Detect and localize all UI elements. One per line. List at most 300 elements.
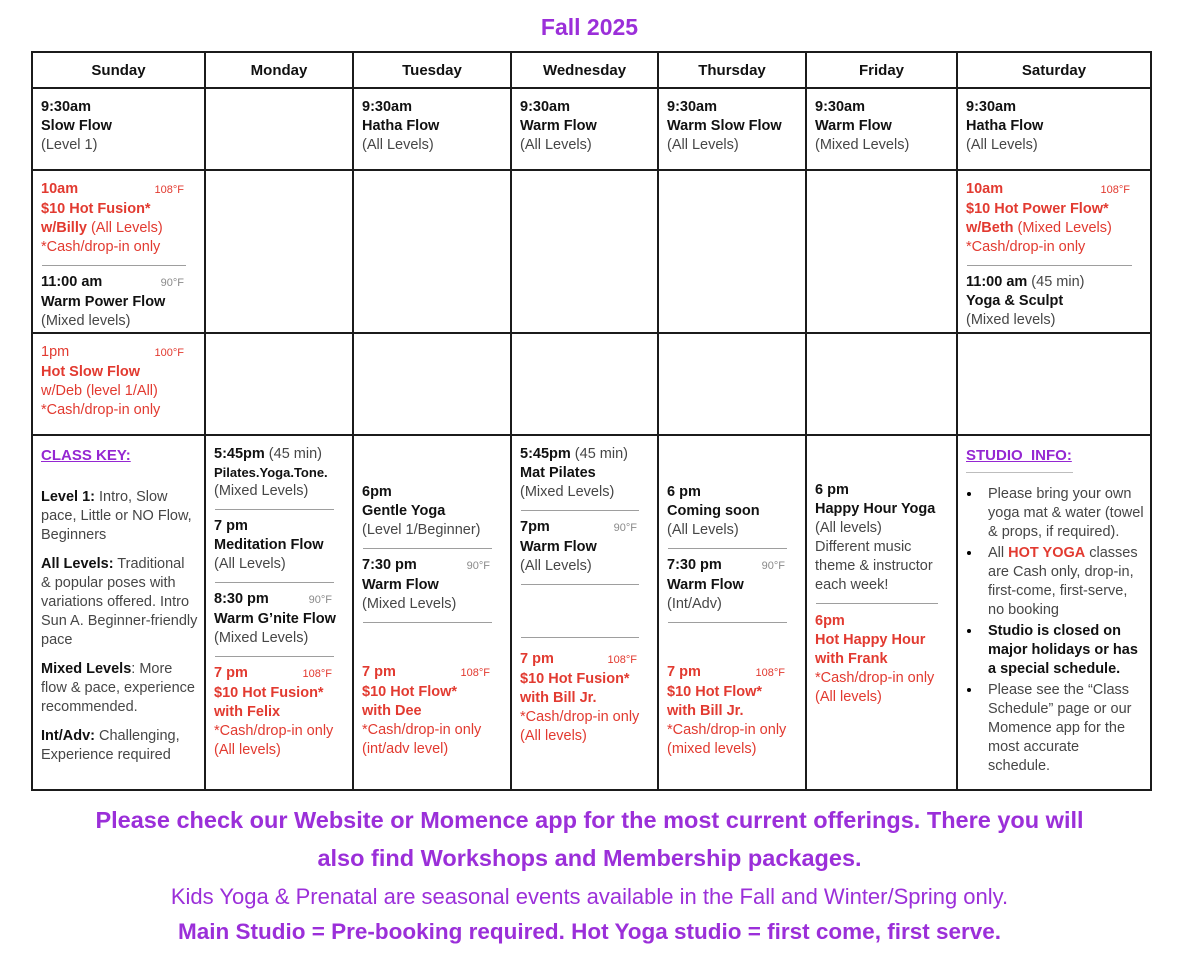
class-line bbox=[815, 98, 950, 117]
divider-line bbox=[816, 603, 938, 604]
text-segment: (All Levels) bbox=[966, 137, 1038, 153]
text-segment: 7 pm bbox=[362, 664, 396, 680]
text-segment: Hot Slow Flow bbox=[41, 364, 141, 380]
text-segment: *Cash/drop-in only bbox=[41, 402, 161, 418]
class-line bbox=[41, 293, 198, 312]
text-segment: Hatha Flow bbox=[362, 118, 440, 134]
class-block bbox=[966, 180, 1144, 257]
cell-wednesday-row4 bbox=[511, 435, 658, 790]
text-segment: Warm Flow bbox=[667, 577, 744, 593]
class-block bbox=[41, 343, 198, 420]
text-segment: Warm Flow bbox=[815, 118, 892, 134]
text-segment: (Int/Adv) bbox=[667, 596, 722, 612]
divider-line bbox=[967, 265, 1132, 266]
class-line bbox=[520, 483, 651, 502]
text-segment: Pilates.Yoga.Tone. bbox=[214, 465, 328, 480]
text-segment: *Cash/drop-in only bbox=[966, 239, 1086, 255]
studio-info-item bbox=[982, 621, 1144, 679]
cell-friday-row1 bbox=[806, 88, 957, 170]
class-line bbox=[815, 612, 950, 631]
class-time bbox=[520, 650, 554, 669]
text-segment: (45 min) bbox=[264, 446, 322, 462]
text-segment: *Cash/drop-in only bbox=[667, 722, 787, 738]
text-segment: (Mixed Levels) bbox=[214, 483, 309, 499]
text-segment: Meditation Flow bbox=[214, 537, 324, 553]
class-time bbox=[41, 273, 102, 292]
class-line bbox=[667, 483, 799, 502]
class-line bbox=[362, 98, 504, 117]
class-line bbox=[214, 590, 346, 610]
text-segment: Warm Flow bbox=[520, 118, 597, 134]
text-segment: 11:00 am bbox=[41, 274, 103, 290]
day-header-monday: Monday bbox=[205, 52, 353, 88]
class-line bbox=[520, 557, 651, 576]
class-line bbox=[520, 670, 651, 689]
class-line bbox=[667, 98, 799, 117]
class-line bbox=[520, 727, 651, 746]
class-line bbox=[214, 536, 346, 555]
divider-line bbox=[42, 265, 186, 266]
class-line bbox=[966, 273, 1144, 292]
text-segment: *Cash/drop-in only bbox=[214, 723, 334, 739]
text-segment: 7 pm bbox=[214, 518, 248, 534]
class-line bbox=[815, 519, 950, 538]
divider-line bbox=[215, 582, 334, 583]
class-time bbox=[520, 518, 550, 537]
cell-tuesday-row3 bbox=[353, 333, 511, 435]
class-time bbox=[362, 663, 396, 682]
footer-line-seasonal: Kids Yoga & Prenatal are seasonal events available in the Fall and Winter/Spring only. bbox=[170, 884, 1009, 909]
class-line bbox=[41, 382, 198, 401]
text-segment: (Mixed Levels) bbox=[1013, 220, 1112, 236]
class-block bbox=[41, 98, 198, 155]
class-time bbox=[214, 590, 269, 609]
cell-tuesday-row1 bbox=[353, 88, 511, 170]
text-segment: Level 1: bbox=[41, 489, 95, 505]
class-line bbox=[362, 702, 504, 721]
class-block bbox=[362, 483, 504, 540]
class-block bbox=[362, 98, 504, 155]
class-line bbox=[966, 98, 1144, 117]
text-segment: (Mixed Levels) bbox=[214, 630, 309, 646]
class-line bbox=[41, 363, 198, 382]
text-segment: (All levels) bbox=[214, 742, 281, 758]
temperature-label: 90°F bbox=[613, 522, 637, 534]
text-segment: (All Levels) bbox=[520, 137, 592, 153]
class-line bbox=[667, 117, 799, 136]
day-header-saturday: Saturday bbox=[957, 52, 1151, 88]
class-block bbox=[520, 98, 651, 155]
text-segment: (Mixed Levels) bbox=[362, 596, 457, 612]
text-segment: 7:30 pm bbox=[667, 557, 722, 573]
text-segment: 9:30am bbox=[667, 99, 717, 115]
class-line bbox=[362, 683, 504, 702]
day-header-thursday: Thursday bbox=[658, 52, 806, 88]
class-key-entry bbox=[41, 660, 198, 717]
class-line bbox=[362, 595, 504, 614]
class-block bbox=[520, 650, 651, 746]
class-line bbox=[520, 136, 651, 155]
class-line bbox=[966, 117, 1144, 136]
cell-thursday-row4 bbox=[658, 435, 806, 790]
text-segment: 7 pm bbox=[667, 664, 701, 680]
temperature-label: 108°F bbox=[607, 654, 637, 666]
class-line bbox=[362, 721, 504, 740]
text-segment: (All Levels) bbox=[667, 137, 739, 153]
text-segment: (All levels) bbox=[815, 520, 882, 536]
text-segment: 6pm bbox=[362, 484, 392, 500]
temperature-label: 90°F bbox=[308, 594, 332, 606]
text-segment: (Mixed Levels) bbox=[520, 484, 615, 500]
cell-friday-row4 bbox=[806, 435, 957, 790]
class-line bbox=[520, 464, 651, 483]
text-segment: Coming soon bbox=[667, 503, 760, 519]
text-segment: (All Levels) bbox=[214, 556, 286, 572]
cell-sunday-row4 bbox=[32, 435, 205, 790]
text-segment: (Mixed levels) bbox=[41, 313, 131, 329]
text-segment: Hot Happy Hour bbox=[815, 632, 926, 648]
cell-friday-row2 bbox=[806, 170, 957, 333]
text-segment: (Mixed Levels) bbox=[815, 137, 910, 153]
class-line bbox=[214, 703, 346, 722]
text-segment: (All Levels) bbox=[362, 137, 434, 153]
text-segment: with Felix bbox=[214, 704, 281, 720]
class-line bbox=[520, 98, 651, 117]
class-line bbox=[362, 556, 504, 576]
studio-info-list bbox=[966, 484, 1144, 776]
text-segment: 6pm bbox=[815, 613, 845, 629]
class-line bbox=[41, 98, 198, 117]
class-block bbox=[815, 612, 950, 707]
text-segment: (int/adv level) bbox=[362, 741, 449, 757]
text-segment: 9:30am bbox=[966, 99, 1016, 115]
class-line bbox=[815, 631, 950, 650]
class-line bbox=[41, 219, 198, 238]
text-segment: Different music theme & instructor each week! bbox=[815, 539, 933, 593]
text-segment: 7:30 pm bbox=[362, 557, 417, 573]
footer-line-offerings: Please check our Website or Momence app for the most current offerings. There you will also find Workshops and Membership packages. bbox=[95, 807, 1084, 871]
text-segment: *Cash/drop-in only bbox=[41, 239, 161, 255]
studio-info-divider bbox=[966, 472, 1073, 473]
text-segment: Mixed Levels bbox=[41, 661, 132, 677]
text-segment: classes are Cash only, drop-in, first-come, first-serve, no booking bbox=[988, 545, 1138, 618]
class-line bbox=[214, 555, 346, 574]
text-segment: Warm Slow Flow bbox=[667, 118, 782, 134]
class-line bbox=[667, 521, 799, 540]
text-segment: Happy Hour Yoga bbox=[815, 501, 936, 517]
text-segment: $10 Hot Fusion* bbox=[41, 201, 151, 217]
class-line bbox=[41, 238, 198, 257]
text-segment: Warm Flow bbox=[362, 577, 439, 593]
class-line bbox=[41, 117, 198, 136]
class-block bbox=[966, 98, 1144, 155]
text-segment: 1pm bbox=[41, 344, 70, 360]
class-key-heading: CLASS KEY: bbox=[41, 447, 131, 464]
footer-notes bbox=[0, 801, 1179, 945]
text-segment: Warm Flow bbox=[520, 539, 597, 555]
day-header-tuesday: Tuesday bbox=[353, 52, 511, 88]
text-segment: 7pm bbox=[520, 519, 550, 535]
class-line bbox=[966, 219, 1144, 238]
class-block bbox=[815, 481, 950, 595]
temperature-label: 90°F bbox=[160, 277, 184, 289]
class-line bbox=[214, 464, 346, 482]
cell-wednesday-row2 bbox=[511, 170, 658, 333]
text-segment: 6 pm bbox=[667, 484, 701, 500]
text-segment: (All Levels) bbox=[520, 558, 592, 574]
cell-wednesday-row1 bbox=[511, 88, 658, 170]
text-segment: 7 pm bbox=[214, 665, 248, 681]
text-segment: 7 pm bbox=[520, 651, 554, 667]
class-time bbox=[362, 556, 417, 575]
class-block bbox=[214, 517, 346, 574]
class-line bbox=[815, 669, 950, 688]
class-line bbox=[362, 136, 504, 155]
cell-friday-row3 bbox=[806, 333, 957, 435]
temperature-label: 108°F bbox=[154, 184, 184, 196]
class-line bbox=[815, 117, 950, 136]
divider-line bbox=[668, 548, 787, 549]
day-header-wednesday: Wednesday bbox=[511, 52, 658, 88]
cell-thursday-row1 bbox=[658, 88, 806, 170]
text-segment: Warm G’nite Flow bbox=[214, 611, 336, 627]
text-segment: (All Levels) bbox=[667, 522, 739, 538]
class-block bbox=[214, 445, 346, 501]
class-block bbox=[214, 664, 346, 760]
class-key-entry bbox=[41, 727, 198, 765]
class-block bbox=[520, 445, 651, 502]
class-line bbox=[520, 708, 651, 727]
text-segment: 8:30 pm bbox=[214, 591, 269, 607]
text-segment: *Cash/drop-in only bbox=[520, 709, 640, 725]
text-segment: $10 Hot Flow* bbox=[667, 684, 763, 700]
text-segment: 9:30am bbox=[362, 99, 412, 115]
cell-thursday-row3 bbox=[658, 333, 806, 435]
text-segment: (All levels) bbox=[520, 728, 587, 744]
class-line bbox=[815, 538, 950, 595]
page-title: Fall 2025 bbox=[540, 14, 639, 40]
cell-saturday-row2 bbox=[957, 170, 1151, 333]
class-line bbox=[520, 689, 651, 708]
text-segment: 10am bbox=[966, 181, 1004, 197]
class-line bbox=[362, 502, 504, 521]
class-line bbox=[520, 117, 651, 136]
class-time bbox=[667, 663, 701, 682]
text-segment: Warm Power Flow bbox=[41, 294, 166, 310]
divider-line bbox=[521, 637, 639, 638]
class-line bbox=[214, 664, 346, 684]
class-line bbox=[667, 595, 799, 614]
class-line bbox=[667, 721, 799, 740]
footer-line-booking: Main Studio = Pre-booking required. Hot Yoga studio = first come, first serve. bbox=[177, 919, 1002, 944]
class-line bbox=[41, 180, 198, 200]
text-segment: Studio is closed on major holidays or has a special schedule. bbox=[988, 623, 1138, 677]
temperature-label: 108°F bbox=[1100, 184, 1130, 196]
text-segment: with Dee bbox=[362, 703, 422, 719]
text-segment: 5:45pm bbox=[520, 446, 571, 462]
class-line bbox=[214, 610, 346, 629]
class-line bbox=[362, 117, 504, 136]
text-segment: (Level 1/Beginner) bbox=[362, 522, 481, 538]
text-segment: All bbox=[988, 545, 1009, 561]
cell-monday-row1 bbox=[205, 88, 353, 170]
day-header-sunday: Sunday bbox=[32, 52, 205, 88]
text-segment: with Frank bbox=[815, 651, 888, 667]
class-line bbox=[362, 576, 504, 595]
class-line bbox=[966, 238, 1144, 257]
class-block bbox=[667, 98, 799, 155]
studio-info-item bbox=[982, 543, 1144, 620]
class-time bbox=[966, 180, 1003, 199]
class-block bbox=[362, 556, 504, 614]
class-block bbox=[667, 663, 799, 759]
cell-tuesday-row2 bbox=[353, 170, 511, 333]
text-segment: *Cash/drop-in only bbox=[815, 670, 935, 686]
class-line bbox=[815, 481, 950, 500]
text-segment: 11:00 am bbox=[966, 274, 1028, 290]
class-time bbox=[41, 343, 69, 362]
text-segment: Int/Adv: bbox=[41, 728, 95, 744]
studio-info-item bbox=[982, 680, 1144, 776]
class-line bbox=[362, 740, 504, 759]
text-segment: 9:30am bbox=[520, 99, 570, 115]
text-segment: with Bill Jr. bbox=[520, 690, 597, 706]
text-segment: $10 Hot Power Flow* bbox=[966, 201, 1109, 217]
class-time bbox=[41, 180, 78, 199]
cell-wednesday-row3 bbox=[511, 333, 658, 435]
cell-sunday-row1 bbox=[32, 88, 205, 170]
cell-sunday-row2 bbox=[32, 170, 205, 333]
class-line bbox=[667, 740, 799, 759]
class-line bbox=[815, 650, 950, 669]
divider-line bbox=[363, 548, 492, 549]
class-line bbox=[966, 292, 1144, 311]
temperature-label: 100°F bbox=[154, 347, 184, 359]
text-segment: with Bill Jr. bbox=[667, 703, 744, 719]
class-line bbox=[815, 500, 950, 519]
class-line bbox=[667, 702, 799, 721]
text-segment: : More flow & pace, experience recommended. bbox=[41, 661, 195, 715]
divider-line bbox=[215, 656, 334, 657]
class-line bbox=[520, 650, 651, 670]
text-segment: (Level 1) bbox=[41, 137, 98, 153]
text-segment: (All Levels) bbox=[86, 220, 163, 236]
class-line bbox=[667, 663, 799, 683]
text-segment: 9:30am bbox=[41, 99, 91, 115]
schedule-table bbox=[31, 51, 1152, 791]
text-segment: $10 Hot Fusion* bbox=[520, 671, 630, 687]
class-line bbox=[41, 312, 198, 331]
class-block bbox=[214, 590, 346, 648]
class-line bbox=[520, 518, 651, 538]
class-line bbox=[667, 136, 799, 155]
class-line bbox=[667, 502, 799, 521]
cell-saturday-row4 bbox=[957, 435, 1151, 790]
class-line bbox=[667, 556, 799, 576]
studio-info-heading: STUDIO INFO: bbox=[966, 447, 1072, 464]
divider-line bbox=[521, 510, 639, 511]
cell-sunday-row3 bbox=[32, 333, 205, 435]
class-time bbox=[214, 664, 248, 683]
temperature-label: 108°F bbox=[755, 667, 785, 679]
temperature-label: 90°F bbox=[466, 560, 490, 572]
cell-monday-row2 bbox=[205, 170, 353, 333]
class-key-entry bbox=[41, 488, 198, 545]
cell-tuesday-row4 bbox=[353, 435, 511, 790]
class-line bbox=[214, 722, 346, 741]
text-segment: Traditional & popular poses with variations offered. Intro Sun A. Beginner-friendly pace bbox=[41, 556, 198, 648]
text-segment: (45 min) bbox=[570, 446, 628, 462]
text-segment: (45 min) bbox=[1027, 274, 1085, 290]
class-line bbox=[520, 445, 651, 464]
temperature-label: 108°F bbox=[302, 668, 332, 680]
class-line bbox=[966, 136, 1144, 155]
class-line bbox=[362, 663, 504, 683]
text-segment: Intro, Slow pace, Little or NO Flow, Beginners bbox=[41, 489, 192, 543]
class-line bbox=[362, 521, 504, 540]
class-line bbox=[214, 482, 346, 501]
temperature-label: 90°F bbox=[761, 560, 785, 572]
class-line bbox=[815, 688, 950, 707]
class-line bbox=[41, 136, 198, 155]
text-segment: Gentle Yoga bbox=[362, 503, 446, 519]
class-block bbox=[667, 483, 799, 540]
text-segment: w/Deb (level 1/All) bbox=[41, 383, 158, 399]
class-block bbox=[966, 273, 1144, 330]
text-segment: *Cash/drop-in only bbox=[362, 722, 482, 738]
divider-line bbox=[668, 622, 787, 623]
class-line bbox=[214, 629, 346, 648]
class-line bbox=[41, 273, 198, 293]
class-block bbox=[41, 273, 198, 331]
class-line bbox=[966, 311, 1144, 330]
text-segment: 9:30am bbox=[815, 99, 865, 115]
text-segment: $10 Hot Flow* bbox=[362, 684, 458, 700]
cell-monday-row4 bbox=[205, 435, 353, 790]
class-line bbox=[214, 517, 346, 536]
class-block bbox=[41, 180, 198, 257]
text-segment: (Mixed levels) bbox=[966, 312, 1056, 328]
text-segment: Challenging, Experience required bbox=[41, 728, 180, 763]
text-segment: Yoga & Sculpt bbox=[966, 293, 1064, 309]
divider-line bbox=[521, 584, 639, 585]
text-segment: (mixed levels) bbox=[667, 741, 757, 757]
class-line bbox=[966, 200, 1144, 219]
divider-line bbox=[215, 509, 334, 510]
temperature-label: 108°F bbox=[460, 667, 490, 679]
text-segment: 10am bbox=[41, 181, 79, 197]
text-segment: w/Billy bbox=[41, 220, 87, 236]
cell-thursday-row2 bbox=[658, 170, 806, 333]
class-line bbox=[214, 445, 346, 464]
class-line bbox=[362, 483, 504, 502]
class-key-entry bbox=[41, 555, 198, 650]
class-line bbox=[815, 136, 950, 155]
text-segment: (All levels) bbox=[815, 689, 882, 705]
class-line bbox=[214, 684, 346, 703]
cell-monday-row3 bbox=[205, 333, 353, 435]
class-block bbox=[520, 518, 651, 576]
text-segment: Slow Flow bbox=[41, 118, 112, 134]
class-block bbox=[362, 663, 504, 759]
text-segment: Please see the “Class Schedule” page or our Momence app for the most accurate schedule. bbox=[988, 682, 1132, 774]
class-line bbox=[667, 683, 799, 702]
class-line bbox=[667, 576, 799, 595]
class-block bbox=[815, 98, 950, 155]
class-line bbox=[41, 401, 198, 420]
text-segment: w/Beth bbox=[966, 220, 1014, 236]
text-segment: Hatha Flow bbox=[966, 118, 1044, 134]
